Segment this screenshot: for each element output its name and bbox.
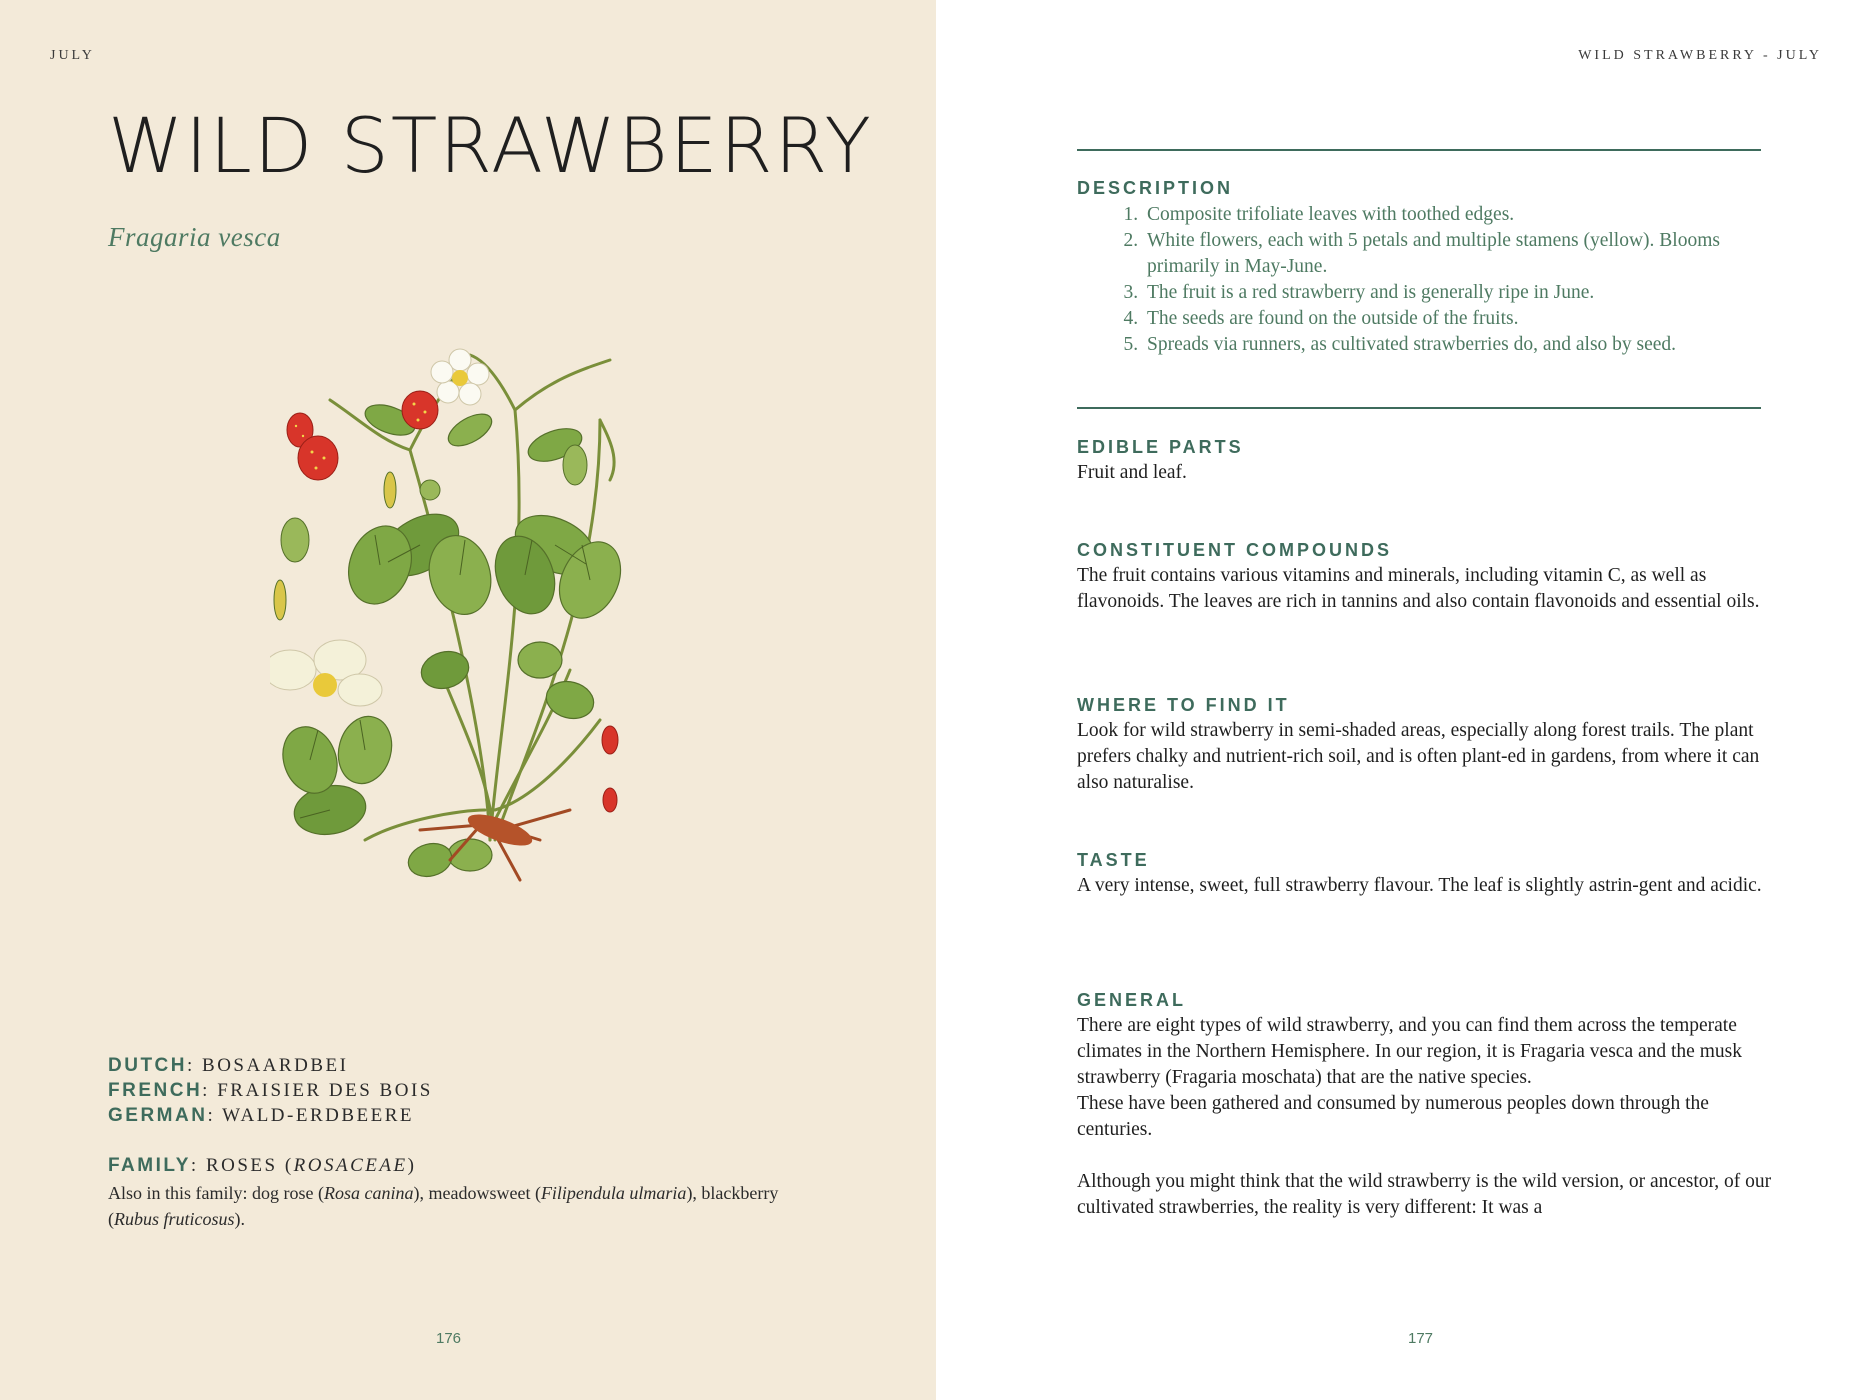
name-key: GERMAN: [108, 1105, 208, 1126]
family-value-suffix: ): [407, 1155, 417, 1176]
list-item: 4. The seeds are found on the outside of the fruits.: [1143, 306, 1777, 332]
family-end: ).: [234, 1209, 246, 1229]
page-title: WILD STRAWBERRY: [108, 101, 873, 190]
family-key: FAMILY: [108, 1155, 191, 1176]
list-item: 2. White flowers, each with 5 petals and multiple stamens (yellow). Blooms primarily in May-June.: [1143, 228, 1777, 280]
general-paragraph-2: These have been gathered and consumed by numerous peoples down through the centuries.: [1077, 1093, 1709, 1140]
page-number-left: 176: [436, 1330, 462, 1347]
section-constituent-compounds: [1077, 538, 1777, 615]
wild-strawberry-illustration-icon: [270, 340, 690, 980]
general-paragraph-3: Although you might think that the wild strawberry is the wild version, or ancestor, of our cultivated strawberries, the reality is very different: It was a: [1077, 1171, 1772, 1218]
general-paragraph-1: There are eight types of wild strawberry, and you can find them across the temperate climates in the Northern Hemisphere. In our region, it is Fragaria vesca and the musk strawberry (Fragaria moschata) that are the native species.: [1077, 1015, 1742, 1088]
section-heading: CONSTITUENT COMPOUNDS: [1077, 540, 1392, 560]
list-item: 1. Composite trifoliate leaves with toothed edges.: [1143, 202, 1777, 228]
divider-top: [1077, 149, 1761, 151]
page-number-right: 177: [1408, 1330, 1434, 1347]
section-edible-parts: [1077, 435, 1777, 486]
section-description: [1077, 176, 1777, 358]
section-heading: EDIBLE PARTS: [1077, 437, 1244, 457]
name-key: DUTCH: [108, 1055, 187, 1076]
section-heading: TASTE: [1077, 850, 1150, 870]
description-list: [1077, 202, 1777, 358]
list-item: 3. The fruit is a red strawberry and is generally ripe in June.: [1143, 280, 1777, 306]
section-heading: GENERAL: [1077, 990, 1187, 1010]
section-body: A very intense, sweet, full strawberry flavour. The leaf is slightly astrin-gent and acidic.: [1077, 875, 1762, 896]
family-latin: ROSACEAE: [293, 1155, 408, 1176]
name-row-dutch: DUTCH: BOSAARDBEI: [108, 1055, 349, 1076]
section-body: Fruit and leaf.: [1077, 462, 1187, 483]
family-block: [108, 1153, 788, 1232]
family-mid-2: ), blackberry (: [108, 1183, 779, 1229]
latin-rubus: Rubus fruticosus: [114, 1209, 235, 1229]
section-where-to-find: [1077, 693, 1777, 796]
name-value: FRAISIER DES BOIS: [217, 1080, 433, 1101]
common-names: [108, 1053, 433, 1128]
family-value-prefix: ROSES (: [205, 1155, 294, 1176]
paragraph-gap: [1077, 1143, 1777, 1169]
section-general: [1077, 988, 1777, 1221]
name-key: FRENCH: [108, 1080, 203, 1101]
latin-name: Fragaria vesca: [108, 222, 281, 252]
family-also-intro: Also in this family: dog rose (: [108, 1183, 324, 1203]
section-body: The fruit contains various vitamins and minerals, including vitamin C, as well as flavonoids. The leaves are rich in tannins and also contain flavonoids and essential oils.: [1077, 565, 1760, 612]
name-value: BOSAARDBEI: [202, 1055, 349, 1076]
running-head-right: WILD STRAWBERRY - JULY: [1578, 48, 1822, 63]
family-mid-1: ), meadowsweet (: [413, 1183, 541, 1203]
section-taste: [1077, 848, 1777, 899]
name-row-french: FRENCH: FRAISIER DES BOIS: [108, 1080, 433, 1101]
family-heading: FAMILY: ROSES (ROSACEAE): [108, 1155, 417, 1176]
name-value: WALD-ERDBEERE: [222, 1105, 415, 1126]
section-body: Look for wild strawberry in semi-shaded areas, especially along forest trails. The plant prefers chalky and nutrient-rich soil, and is often plant-ed in gardens, from where it can also naturalise.: [1077, 720, 1760, 793]
list-item: 5. Spreads via runners, as cultivated strawberries do, and also by seed.: [1143, 332, 1777, 358]
divider-bottom: [1077, 407, 1761, 409]
family-members-text: [108, 1180, 788, 1232]
latin-filipendula: Filipendula ulmaria: [540, 1183, 687, 1203]
running-head-left: JULY: [50, 48, 95, 63]
section-heading: DESCRIPTION: [1077, 178, 1234, 198]
name-row-german: GERMAN: WALD-ERDBEERE: [108, 1105, 415, 1126]
right-page: [936, 0, 1866, 1400]
section-heading: WHERE TO FIND IT: [1077, 695, 1290, 715]
latin-rosa-canina: Rosa canina: [323, 1183, 414, 1203]
